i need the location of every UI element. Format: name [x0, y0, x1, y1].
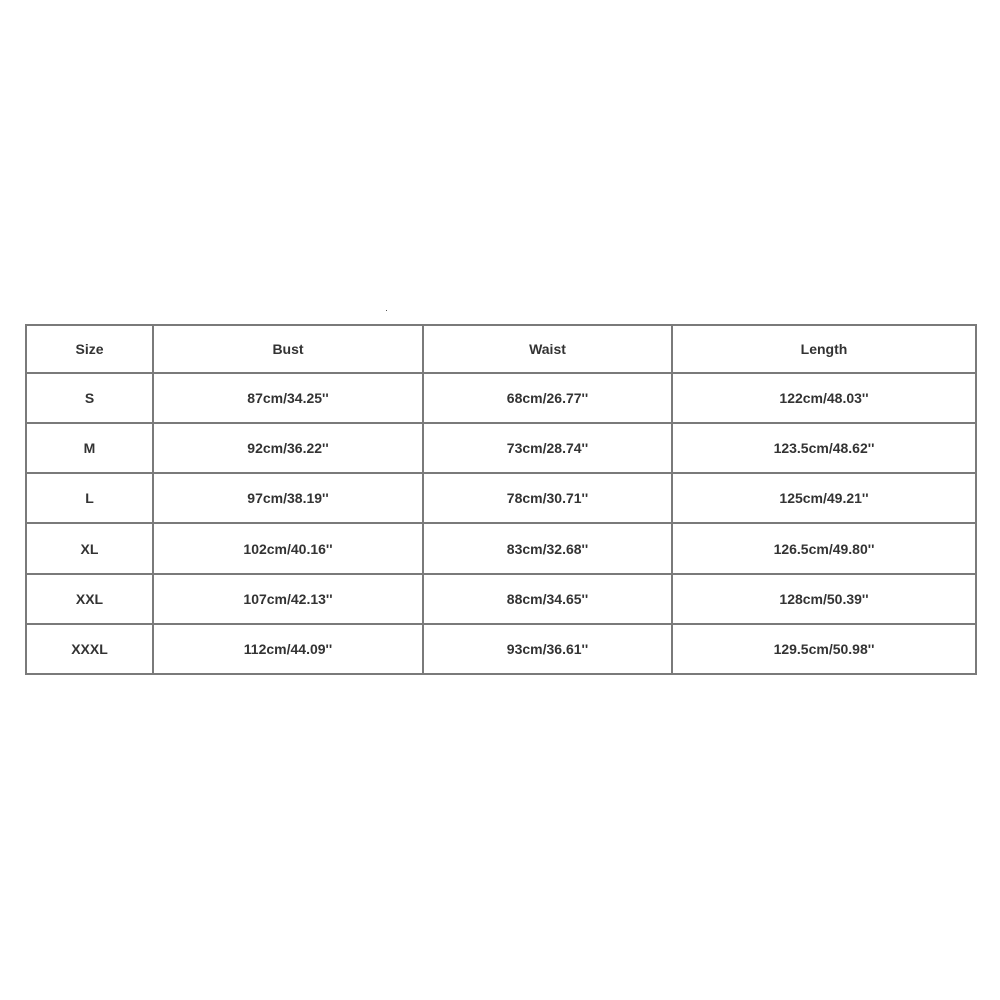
- header-size: Size: [26, 325, 153, 373]
- cell-length: 129.5cm/50.98'': [672, 624, 976, 674]
- size-chart-table: [25, 324, 977, 675]
- cell-bust: 112cm/44.09'': [153, 624, 423, 674]
- cell-waist: 88cm/34.65'': [423, 574, 672, 624]
- cell-bust: 107cm/42.13'': [153, 574, 423, 624]
- cell-length: 126.5cm/49.80'': [672, 523, 976, 573]
- header-row: [26, 325, 976, 373]
- cell-length: 125cm/49.21'': [672, 473, 976, 523]
- table-row: [26, 423, 976, 473]
- table-row: [26, 523, 976, 573]
- cell-waist: 78cm/30.71'': [423, 473, 672, 523]
- cell-bust: 97cm/38.19'': [153, 473, 423, 523]
- cell-size: M: [26, 423, 153, 473]
- header-waist: Waist: [423, 325, 672, 373]
- cell-length: 128cm/50.39'': [672, 574, 976, 624]
- stray-dot: [386, 310, 387, 311]
- cell-waist: 68cm/26.77'': [423, 373, 672, 423]
- cell-size: XXXL: [26, 624, 153, 674]
- cell-bust: 92cm/36.22'': [153, 423, 423, 473]
- cell-waist: 73cm/28.74'': [423, 423, 672, 473]
- table-row: [26, 473, 976, 523]
- cell-waist: 93cm/36.61'': [423, 624, 672, 674]
- cell-bust: 87cm/34.25'': [153, 373, 423, 423]
- cell-size: XXL: [26, 574, 153, 624]
- cell-length: 123.5cm/48.62'': [672, 423, 976, 473]
- cell-size: XL: [26, 523, 153, 573]
- cell-size: L: [26, 473, 153, 523]
- table-row: [26, 373, 976, 423]
- table-row: [26, 574, 976, 624]
- header-bust: Bust: [153, 325, 423, 373]
- cell-size: S: [26, 373, 153, 423]
- header-length: Length: [672, 325, 976, 373]
- table-row: [26, 624, 976, 674]
- cell-length: 122cm/48.03'': [672, 373, 976, 423]
- cell-waist: 83cm/32.68'': [423, 523, 672, 573]
- cell-bust: 102cm/40.16'': [153, 523, 423, 573]
